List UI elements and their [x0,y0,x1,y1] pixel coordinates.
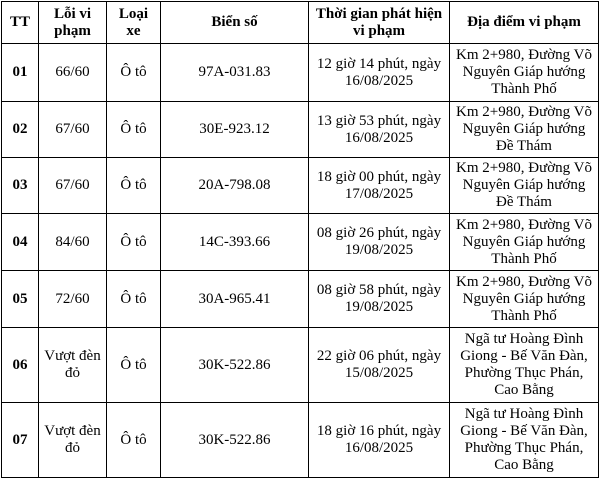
row-violation: 72/60 [39,271,107,328]
row-violation: 67/60 [39,102,107,158]
header-vehicle-type: Loại xe [107,2,161,44]
row-plate: 14C-393.66 [161,214,309,271]
row-tt: 01 [2,44,39,102]
header-tt: TT [2,2,39,44]
row-plate: 30A-965.41 [161,271,309,328]
row-vehicle-type: Ô tô [107,271,161,328]
table-row [2,214,599,271]
row-plate: 97A-031.83 [161,44,309,102]
row-tt: 04 [2,214,39,271]
row-time: 13 giờ 53 phút, ngày 16/08/2025 [309,102,450,158]
row-time: 22 giờ 06 phút, ngày 15/08/2025 [309,328,450,403]
row-plate: 30K-522.86 [161,328,309,403]
row-violation: 67/60 [39,158,107,214]
row-vehicle-type: Ô tô [107,403,161,478]
row-location: Km 2+980, Đường Võ Nguyên Giáp hướng Đề Thám [450,158,599,214]
row-vehicle-type: Ô tô [107,158,161,214]
row-violation: 84/60 [39,214,107,271]
table-row [2,44,599,102]
table-row [2,403,599,478]
table-row [2,271,599,328]
row-vehicle-type: Ô tô [107,328,161,403]
header-violation: Lỗi vi phạm [39,2,107,44]
row-violation: Vượt đèn đỏ [39,403,107,478]
row-tt: 03 [2,158,39,214]
row-location: Ngã tư Hoàng Đình Giong - Bế Văn Đàn, Phường Thục Phán, Cao Bằng [450,328,599,403]
row-time: 18 giờ 16 phút, ngày 16/08/2025 [309,403,450,478]
header-location: Địa điểm vi phạm [450,2,599,44]
row-location: Km 2+980, Đường Võ Nguyên Giáp hướng Thành Phố [450,44,599,102]
row-location: Km 2+980, Đường Võ Nguyên Giáp hướng Thành Phố [450,214,599,271]
row-plate: 20A-798.08 [161,158,309,214]
header-plate: Biển số [161,2,309,44]
row-plate: 30E-923.12 [161,102,309,158]
row-tt: 02 [2,102,39,158]
row-violation: 66/60 [39,44,107,102]
row-tt: 06 [2,328,39,403]
violations-table [1,1,599,478]
row-plate: 30K-522.86 [161,403,309,478]
table-row [2,158,599,214]
header-time: Thời gian phát hiện vi phạm [309,2,450,44]
row-vehicle-type: Ô tô [107,44,161,102]
row-location: Km 2+980, Đường Võ Nguyên Giáp hướng Đề Thám [450,102,599,158]
row-tt: 07 [2,403,39,478]
row-time: 18 giờ 00 phút, ngày 17/08/2025 [309,158,450,214]
row-tt: 05 [2,271,39,328]
row-time: 12 giờ 14 phút, ngày 16/08/2025 [309,44,450,102]
row-location: Ngã tư Hoàng Đình Giong - Bế Văn Đàn, Phường Thục Phán, Cao Bằng [450,403,599,478]
table-row [2,102,599,158]
row-violation: Vượt đèn đỏ [39,328,107,403]
table-row [2,328,599,403]
table-header-row [2,2,599,44]
row-vehicle-type: Ô tô [107,102,161,158]
row-location: Km 2+980, Đường Võ Nguyên Giáp hướng Thành Phố [450,271,599,328]
row-time: 08 giờ 26 phút, ngày 19/08/2025 [309,214,450,271]
row-time: 08 giờ 58 phút, ngày 19/08/2025 [309,271,450,328]
row-vehicle-type: Ô tô [107,214,161,271]
